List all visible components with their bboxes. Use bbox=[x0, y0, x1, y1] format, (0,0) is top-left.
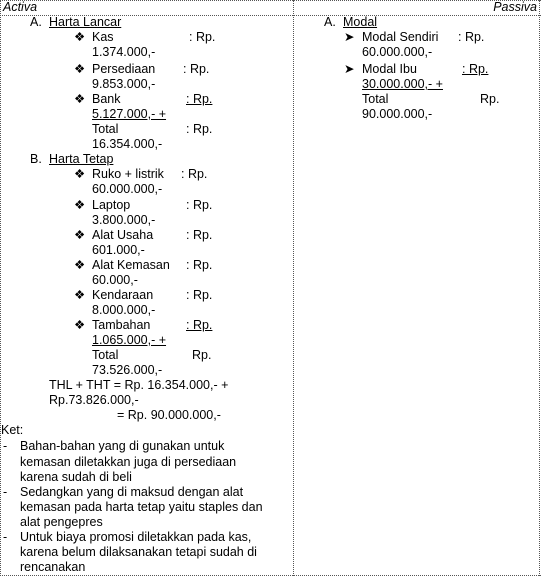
total-label: Total bbox=[92, 122, 119, 136]
passiva-header: Passiva bbox=[493, 0, 537, 14]
ket-label: Ket: bbox=[1, 423, 24, 437]
item-name: Persediaan bbox=[92, 62, 156, 76]
item-sep: : Rp. bbox=[186, 92, 213, 106]
section-a-title: Harta Lancar bbox=[49, 15, 122, 29]
item-name: Tambahan bbox=[92, 318, 151, 332]
passiva-section-title: Modal bbox=[343, 15, 378, 29]
dash-bullet-icon: - bbox=[3, 439, 8, 453]
arrow-bullet-icon: ➤ bbox=[344, 30, 355, 44]
item-sep: : Rp. bbox=[458, 30, 485, 44]
sum-line-3: = Rp. 90.000.000,- bbox=[117, 408, 221, 422]
bullet-diamond-icon: ❖ bbox=[74, 167, 86, 181]
sum-line-1: THL + THT = Rp. 16.354.000,- + bbox=[49, 378, 229, 392]
section-a-letter: A. bbox=[30, 15, 42, 29]
total-amount: 73.526.000,- bbox=[92, 363, 163, 377]
bullet-diamond-icon: ❖ bbox=[74, 228, 86, 242]
total-sep: : Rp. bbox=[186, 122, 213, 136]
section-b-letter: B. bbox=[30, 152, 42, 166]
item-sep: : Rp. bbox=[186, 318, 213, 332]
activa-header: Activa bbox=[3, 0, 38, 14]
bullet-diamond-icon: ❖ bbox=[74, 258, 86, 272]
total-amount: 90.000.000,- bbox=[362, 107, 433, 121]
note-line: kemasan pada harta tetap yaitu staples dan bbox=[20, 500, 263, 514]
bullet-diamond-icon: ❖ bbox=[74, 288, 86, 302]
item-name: Bank bbox=[92, 92, 121, 106]
bullet-diamond-icon: ❖ bbox=[74, 30, 86, 44]
item-sep: : Rp. bbox=[189, 30, 216, 44]
note-line: Sedangkan yang di maksud dengan alat bbox=[20, 485, 244, 499]
note-line: alat pengepres bbox=[20, 515, 103, 529]
passiva-section-letter: A. bbox=[324, 15, 336, 29]
note-line: karena belum dilaksanakan tetapi sudah di bbox=[20, 545, 257, 559]
item-name: Ruko + listrik bbox=[92, 167, 164, 181]
item-name: Laptop bbox=[92, 198, 131, 212]
dash-bullet-icon: - bbox=[3, 485, 8, 499]
dash-bullet-icon: - bbox=[3, 530, 8, 544]
item-name: Alat Usaha bbox=[92, 228, 154, 242]
item-amount: 60.000,- bbox=[92, 273, 138, 287]
item-amount: 5.127.000,- + bbox=[92, 107, 167, 121]
arrow-bullet-icon: ➤ bbox=[344, 62, 355, 76]
item-name: Modal Sendiri bbox=[362, 30, 439, 44]
note-line: Untuk biaya promosi diletakkan pada kas, bbox=[20, 530, 252, 544]
total-sep: Rp. bbox=[192, 348, 212, 362]
item-sep: : Rp. bbox=[181, 167, 208, 181]
item-amount: 3.800.000,- bbox=[92, 213, 156, 227]
item-amount: 601.000,- bbox=[92, 243, 145, 257]
note-line: karena sudah di beli bbox=[20, 470, 132, 484]
item-sep: : Rp. bbox=[186, 258, 213, 272]
bullet-diamond-icon: ❖ bbox=[74, 318, 86, 332]
section-b-title: Harta Tetap bbox=[49, 152, 114, 166]
bullet-diamond-icon: ❖ bbox=[74, 62, 86, 76]
bullet-diamond-icon: ❖ bbox=[74, 92, 86, 106]
column-divider bbox=[293, 0, 294, 576]
total-sep: Rp. bbox=[480, 92, 500, 106]
table-left-border bbox=[0, 0, 1, 576]
item-amount: 1.065.000,- + bbox=[92, 333, 167, 347]
note-line: kemasan diletakkan juga di persediaan bbox=[20, 455, 237, 469]
table-right-border bbox=[539, 0, 540, 576]
note-line: rencanakan bbox=[20, 560, 86, 574]
item-amount: 60.000.000,- bbox=[92, 182, 163, 196]
item-amount: 60.000.000,- bbox=[362, 45, 433, 59]
item-name: Modal Ibu bbox=[362, 62, 417, 76]
item-name: Alat Kemasan bbox=[92, 258, 170, 272]
item-name: Kendaraan bbox=[92, 288, 154, 302]
note-line: Bahan-bahan yang di gunakan untuk bbox=[20, 439, 225, 453]
item-amount: 30.000.000,- + bbox=[362, 77, 443, 91]
table-top-border bbox=[0, 0, 541, 1]
item-sep: : Rp. bbox=[186, 288, 213, 302]
total-label: Total bbox=[362, 92, 389, 106]
sum-line-2: Rp.73.826.000,- bbox=[49, 393, 139, 407]
item-amount: 1.374.000,- bbox=[92, 45, 156, 59]
bullet-diamond-icon: ❖ bbox=[74, 198, 86, 212]
item-sep: : Rp. bbox=[462, 62, 489, 76]
item-name: Kas bbox=[92, 30, 114, 44]
item-sep: : Rp. bbox=[186, 228, 213, 242]
item-sep: : Rp. bbox=[186, 198, 213, 212]
total-label: Total bbox=[92, 348, 119, 362]
item-amount: 8.000.000,- bbox=[92, 303, 156, 317]
item-sep: : Rp. bbox=[183, 62, 210, 76]
item-amount: 9.853.000,- bbox=[92, 77, 156, 91]
total-amount: 16.354.000,- bbox=[92, 137, 163, 151]
